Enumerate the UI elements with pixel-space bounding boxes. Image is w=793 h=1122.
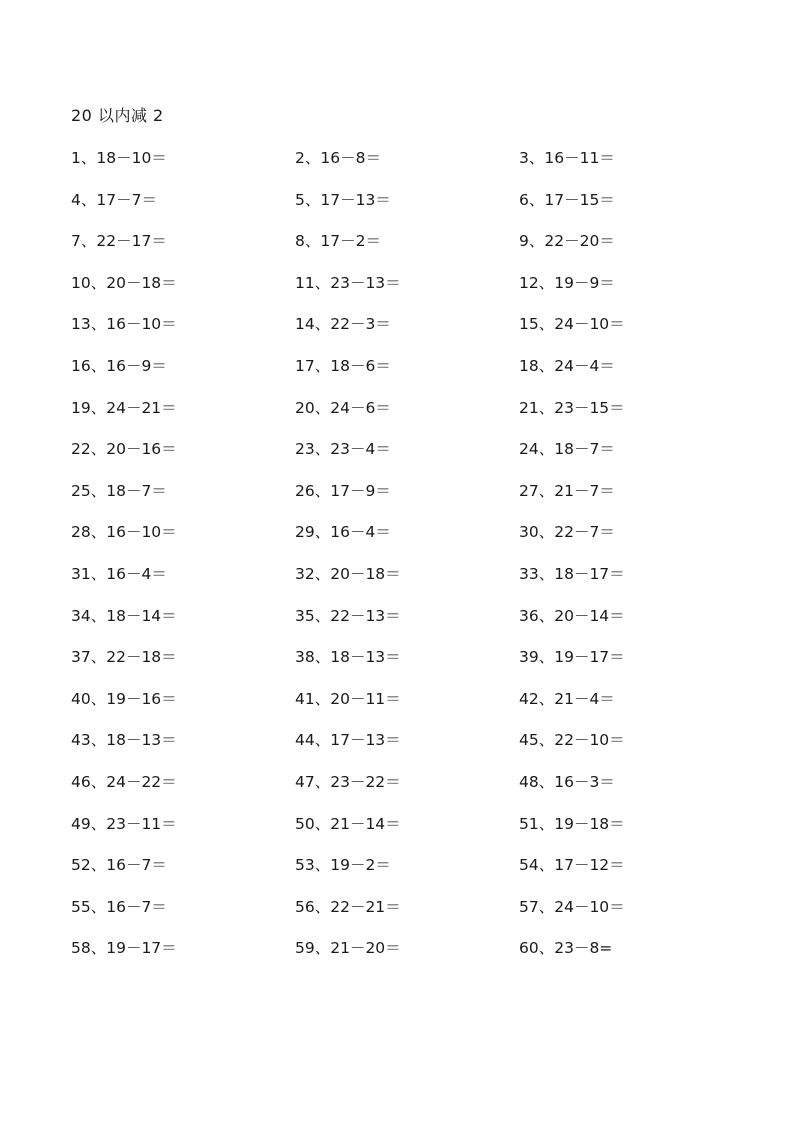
problem-4: 4、17－7＝ xyxy=(71,190,157,209)
problem-59: 59、21－20＝ xyxy=(295,939,401,958)
problem-26: 26、17－9＝ xyxy=(295,481,391,500)
problem-46: 46、24－22＝ xyxy=(71,772,177,791)
problem-36: 36、20－14＝ xyxy=(519,606,625,625)
problem-52: 52、16－7＝ xyxy=(71,856,167,875)
problem-8: 8、17－2＝ xyxy=(295,232,381,251)
problem-24: 24、18－7＝ xyxy=(519,440,615,459)
problem-19: 19、24－21＝ xyxy=(71,398,177,417)
problem-9: 9、22－20＝ xyxy=(519,232,615,251)
problem-7: 7、22－17＝ xyxy=(71,232,167,251)
problem-6: 6、17－15＝ xyxy=(519,190,615,209)
problem-30: 30、22－7＝ xyxy=(519,523,615,542)
problem-18: 18、24－4＝ xyxy=(519,356,615,375)
problem-23: 23、23－4＝ xyxy=(295,440,391,459)
problem-12: 12、19－9＝ xyxy=(519,273,615,292)
problem-31: 31、16－4＝ xyxy=(71,564,167,583)
problem-38: 38、18－13＝ xyxy=(295,648,401,667)
problem-57: 57、24－10＝ xyxy=(519,897,625,916)
problem-43: 43、18－13＝ xyxy=(71,731,177,750)
problem-14: 14、22－3＝ xyxy=(295,315,391,334)
problem-22: 22、20－16＝ xyxy=(71,440,177,459)
problem-17: 17、18－6＝ xyxy=(295,356,391,375)
problem-25: 25、18－7＝ xyxy=(71,481,167,500)
problem-55: 55、16－7＝ xyxy=(71,897,167,916)
problem-49: 49、23－11＝ xyxy=(71,814,177,833)
problem-34: 34、18－14＝ xyxy=(71,606,177,625)
problem-15: 15、24－10＝ xyxy=(519,315,625,334)
problem-13: 13、16－10＝ xyxy=(71,315,177,334)
problem-28: 28、16－10＝ xyxy=(71,523,177,542)
problem-39: 39、19－17＝ xyxy=(519,648,625,667)
problem-10: 10、20－18＝ xyxy=(71,273,177,292)
problem-37: 37、22－18＝ xyxy=(71,648,177,667)
problem-2: 2、16－8＝ xyxy=(295,149,381,167)
problem-5: 5、17－13＝ xyxy=(295,190,391,209)
problem-58: 58、19－17＝ xyxy=(71,939,177,958)
problem-29: 29、16－4＝ xyxy=(295,523,391,542)
problem-20: 20、24－6＝ xyxy=(295,398,391,417)
problem-47: 47、23－22＝ xyxy=(295,772,401,791)
problem-60: 60、23－8= xyxy=(519,939,613,958)
problem-56: 56、22－21＝ xyxy=(295,897,401,916)
problem-54: 54、17－12＝ xyxy=(519,856,625,875)
problem-32: 32、20－18＝ xyxy=(295,564,401,583)
problem-44: 44、17－13＝ xyxy=(295,731,401,750)
problem-45: 45、22－10＝ xyxy=(519,731,625,750)
problem-48: 48、16－3＝ xyxy=(519,772,615,791)
problem-grid xyxy=(71,147,751,979)
problem-42: 42、21－4＝ xyxy=(519,689,615,708)
problem-21: 21、23－15＝ xyxy=(519,398,625,417)
problem-1: 1、18－10＝ xyxy=(71,149,167,167)
problem-50: 50、21－14＝ xyxy=(295,814,401,833)
problem-11: 11、23－13＝ xyxy=(295,273,401,292)
problem-27: 27、21－7＝ xyxy=(519,481,615,500)
problem-33: 33、18－17＝ xyxy=(519,564,625,583)
problem-35: 35、22－13＝ xyxy=(295,606,401,625)
problem-41: 41、20－11＝ xyxy=(295,689,401,708)
page-title: 20 以内减 2 xyxy=(71,106,164,125)
problem-3: 3、16－11＝ xyxy=(519,149,615,167)
problem-51: 51、19－18＝ xyxy=(519,814,625,833)
problem-53: 53、19－2＝ xyxy=(295,856,391,875)
problem-40: 40、19－16＝ xyxy=(71,689,177,708)
problem-16: 16、16－9＝ xyxy=(71,356,167,375)
